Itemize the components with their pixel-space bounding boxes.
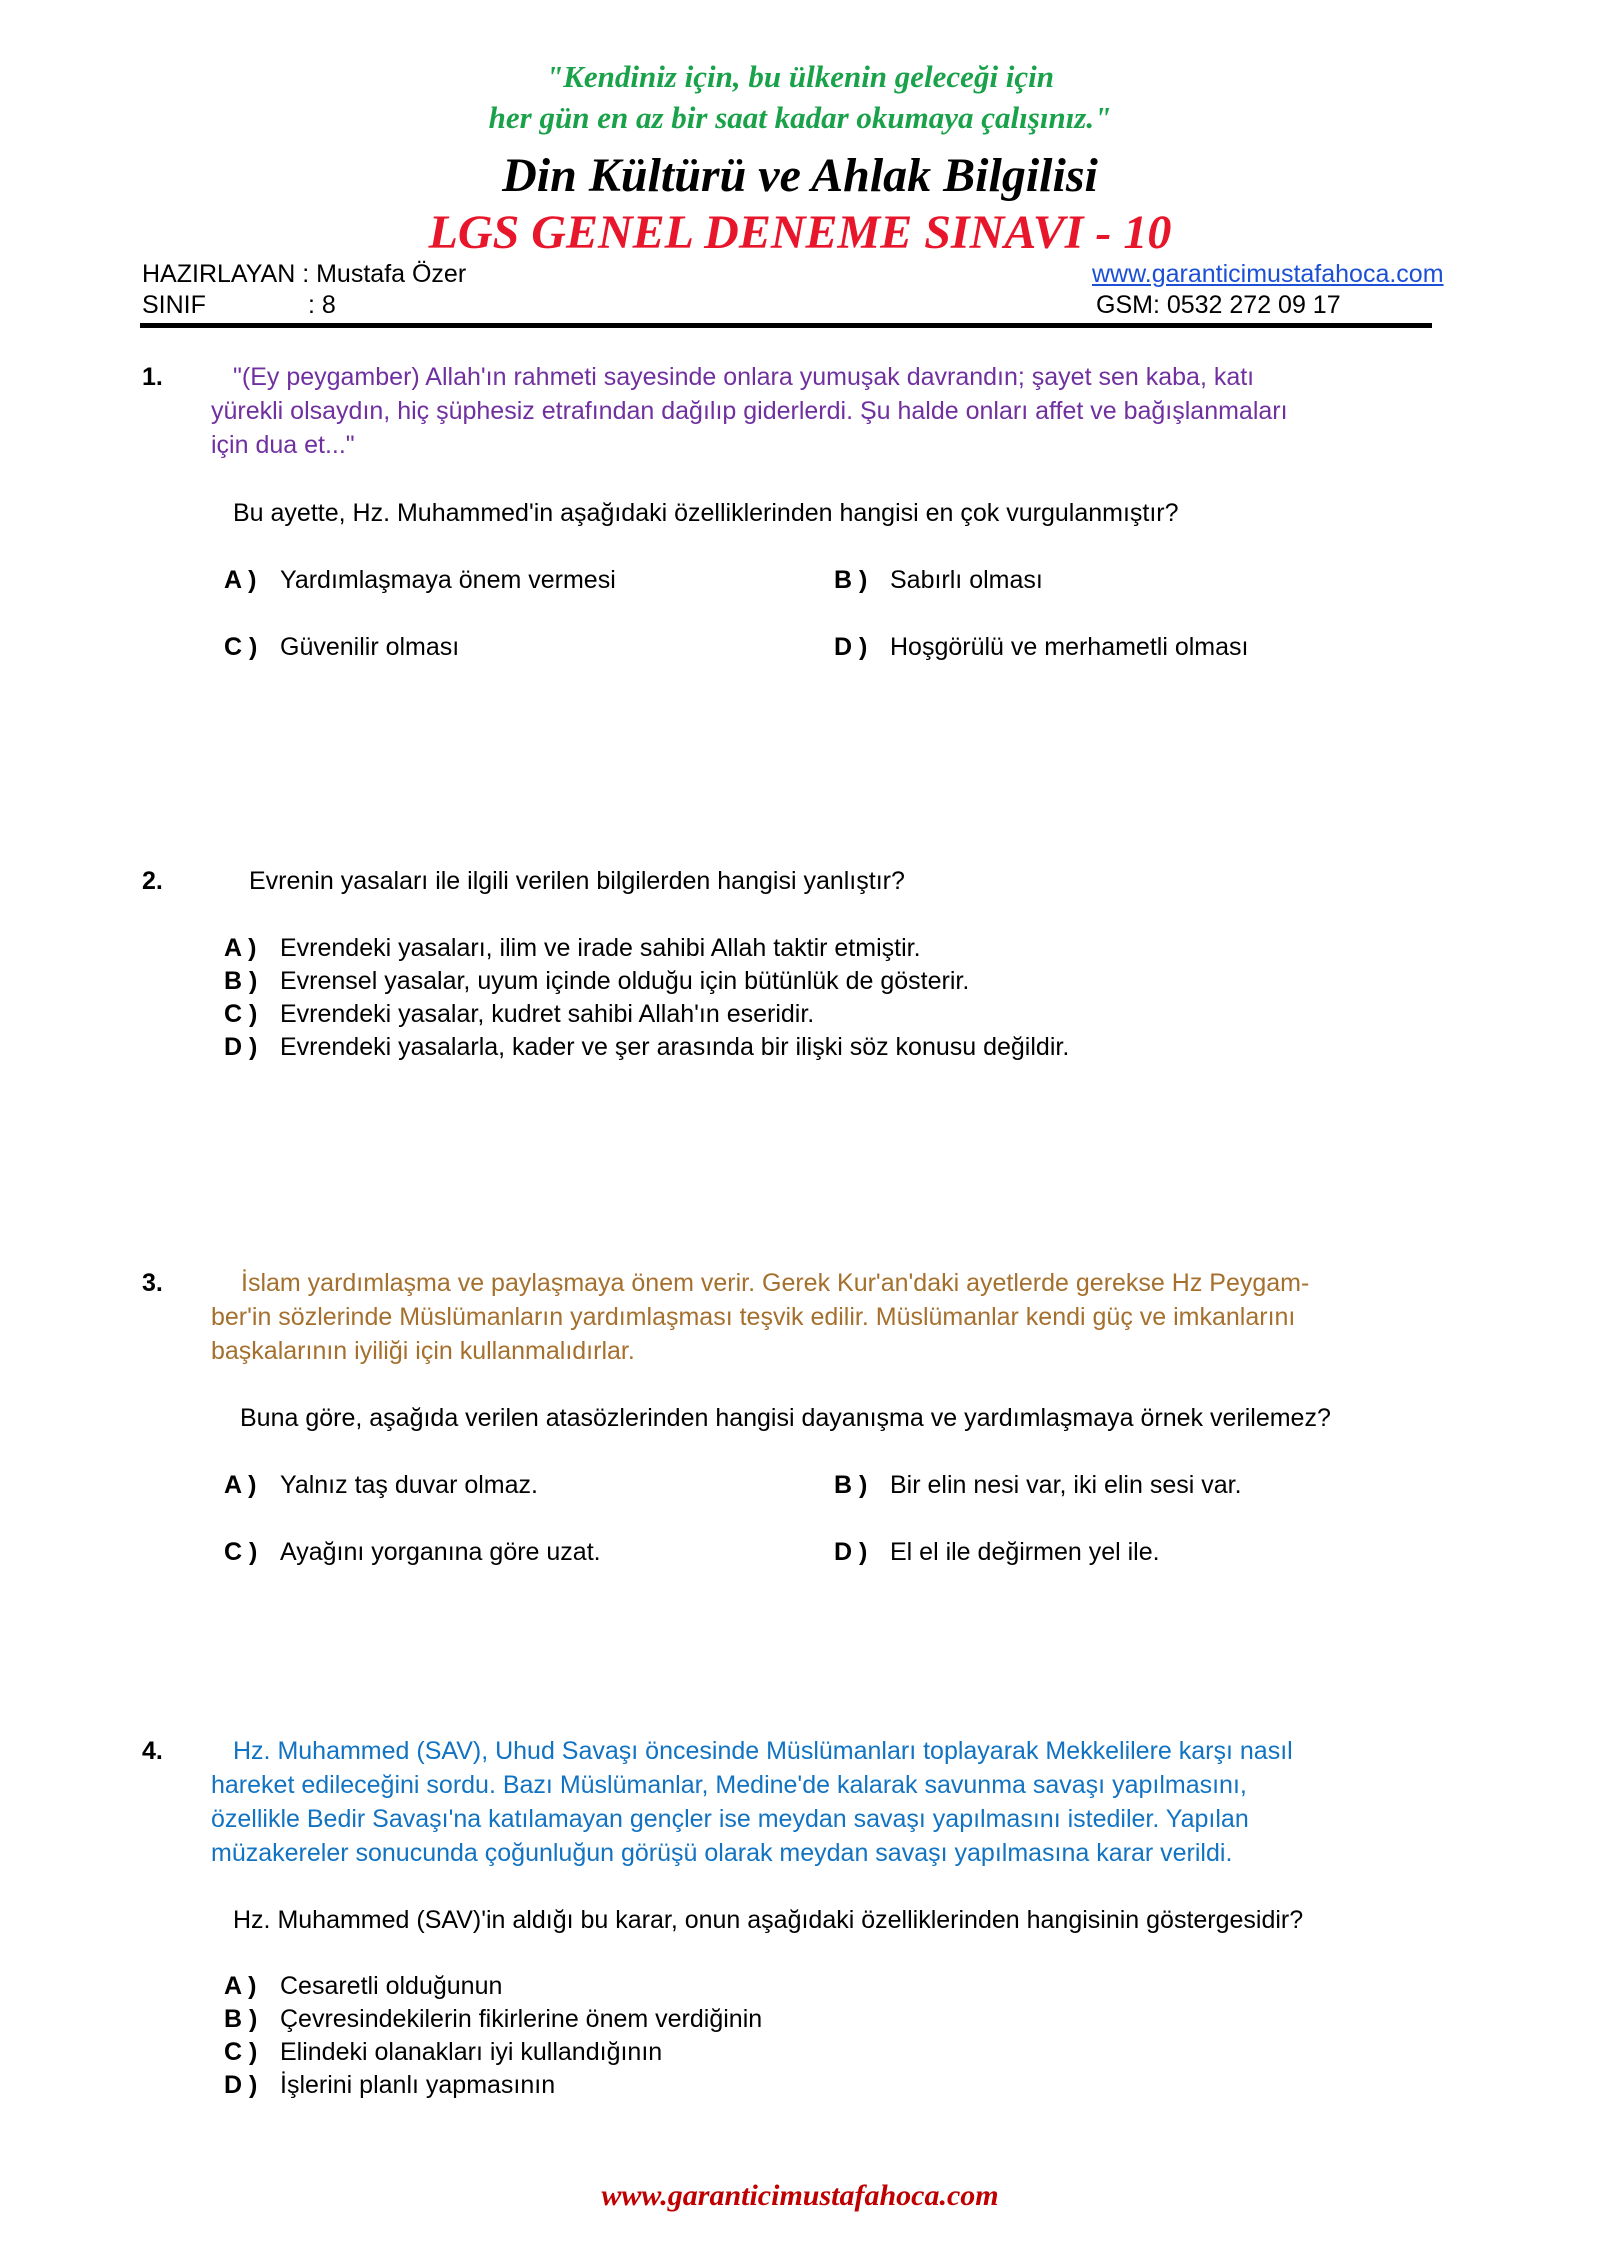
option-text: Evrendeki yasalar, kudret sahibi Allah'ın eseridir.: [280, 1000, 815, 1028]
q1-option-a[interactable]: [224, 563, 616, 597]
question-1-stem: [211, 360, 1411, 462]
option-text: Bir elin nesi var, iki elin sesi var.: [890, 1471, 1242, 1499]
option-letter: B ): [834, 566, 868, 594]
q1-option-b[interactable]: [834, 563, 1043, 597]
option-text: İşlerini planlı yapmasının: [280, 2071, 556, 2099]
stem-line: hareket edileceğini sordu. Bazı Müslümanlar, Medine'de kalarak savunma savaşı yapılmasını,: [211, 1771, 1247, 1799]
stem-line: özellikle Bedir Savaşı'na katılamayan gençler ise meydan savaşı yapılmasını istediler. Yapılan: [211, 1805, 1249, 1833]
stem-line: için dua et...": [211, 431, 355, 459]
question-1-number: 1.: [142, 363, 163, 391]
gsm-number: GSM: 0532 272 09 17: [1096, 291, 1341, 319]
question-1-prompt: Bu ayette, Hz. Muhammed'in aşağıdaki özelliklerinden hangisi en çok vurgulanmıştır?: [233, 499, 1179, 527]
stem-line: Hz. Muhammed (SAV), Uhud Savaşı öncesinde Müslümanları toplayarak Mekkelilere karşı nasıl: [233, 1737, 1293, 1765]
q4-option-a[interactable]: [224, 1969, 502, 2003]
q1-option-c[interactable]: [224, 630, 459, 664]
option-text: Güvenilir olması: [280, 633, 460, 661]
q4-option-c[interactable]: [224, 2035, 662, 2069]
option-text: Ayağını yorganına göre uzat.: [280, 1538, 601, 1566]
q4-option-b[interactable]: [224, 2002, 762, 2036]
option-letter: D ): [834, 1538, 868, 1566]
subject-title: Din Kültürü ve Ahlak Bilgilisi: [502, 149, 1098, 202]
option-text: Sabırlı olması: [890, 566, 1043, 594]
q4-option-d[interactable]: [224, 2068, 555, 2102]
stem-line: müzakereler sonucunda çoğunluğun görüşü olarak meydan savaşı yapılmasına karar verildi.: [211, 1839, 1233, 1867]
option-letter: A ): [224, 1471, 257, 1499]
q3-option-b[interactable]: [834, 1468, 1242, 1502]
option-text: Evrensel yasalar, uyum içinde olduğu için bütünlük de gösterir.: [280, 967, 970, 995]
exam-title: LGS GENEL DENEME SINAVI - 10: [428, 206, 1172, 259]
option-text: Evrendeki yasaları, ilim ve irade sahibi Allah taktir etmiştir.: [280, 934, 921, 962]
question-2-number: 2.: [142, 867, 163, 895]
q1-option-d[interactable]: [834, 630, 1248, 664]
stem-line: ber'in sözlerinde Müslümanların yardımlaşması teşvik edilir. Müslümanlar kendi güç ve imkanlarını: [211, 1303, 1296, 1331]
class-value: : 8: [308, 291, 336, 319]
motto-line-1: "Kendiniz için, bu ülkenin geleceği için: [545, 59, 1055, 94]
website-link[interactable]: www.garanticimustafahoca.com: [1092, 260, 1444, 288]
question-3-number: 3.: [142, 1269, 163, 1297]
stem-line: "(Ey peygamber) Allah'ın rahmeti sayesinde onlara yumuşak davrandın; şayet sen kaba, katı: [233, 363, 1255, 391]
option-letter: A ): [224, 934, 257, 962]
option-letter: B ): [224, 967, 258, 995]
stem-line: İslam yardımlaşma ve paylaşmaya önem verir. Gerek Kur'an'daki ayetlerde gerekse Hz Peygam-: [241, 1269, 1310, 1297]
option-text: Hoşgörülü ve merhametli olması: [890, 633, 1249, 661]
option-letter: A ): [224, 1972, 257, 2000]
footer-website[interactable]: www.garanticimustafahoca.com: [601, 2179, 999, 2212]
question-2-prompt: Evrenin yasaları ile ilgili verilen bilgilerden hangisi yanlıştır?: [249, 867, 905, 895]
option-text: Cesaretli olduğunun: [280, 1972, 503, 2000]
option-text: Çevresindekilerin fikirlerine önem verdiğinin: [280, 2005, 763, 2033]
option-letter: D ): [834, 633, 868, 661]
option-text: Yardımlaşmaya önem vermesi: [280, 566, 616, 594]
option-letter: B ): [224, 2005, 258, 2033]
question-3-stem: [211, 1266, 1411, 1368]
website-link-wrapper: [1092, 259, 1444, 289]
class-label: SINIF: [142, 291, 206, 319]
stem-line: yürekli olsaydın, hiç şüphesiz etrafından dağılıp giderlerdi. Şu halde onları affet ve bağışlanmaları: [211, 397, 1288, 425]
header-divider: [140, 323, 1432, 328]
option-text: Yalnız taş duvar olmaz.: [280, 1471, 538, 1499]
prepared-by: HAZIRLAYAN : Mustafa Özer: [142, 260, 467, 288]
question-4-number: 4.: [142, 1737, 163, 1765]
q3-option-a[interactable]: [224, 1468, 538, 1502]
option-text: Evrendeki yasalarla, kader ve şer arasında bir ilişki söz konusu değildir.: [280, 1033, 1070, 1061]
option-letter: C ): [224, 633, 258, 661]
option-letter: C ): [224, 1538, 258, 1566]
q3-option-c[interactable]: [224, 1535, 601, 1569]
option-letter: D ): [224, 1033, 258, 1061]
option-letter: B ): [834, 1471, 868, 1499]
option-letter: C ): [224, 1000, 258, 1028]
option-letter: A ): [224, 566, 257, 594]
option-letter: D ): [224, 2071, 258, 2099]
q2-option-d[interactable]: [224, 1030, 1069, 1064]
option-letter: C ): [224, 2038, 258, 2066]
q3-option-d[interactable]: [834, 1535, 1160, 1569]
motto-line-2: her gün en az bir saat kadar okumaya çalışınız.": [488, 100, 1112, 135]
question-4-prompt: Hz. Muhammed (SAV)'in aldığı bu karar, onun aşağıdaki özelliklerinden hangisinin göstergesidir?: [233, 1906, 1304, 1934]
question-3-prompt: Buna göre, aşağıda verilen atasözlerinden hangisi dayanışma ve yardımlaşmaya örnek verilemez?: [240, 1404, 1331, 1432]
q2-option-c[interactable]: [224, 997, 814, 1031]
option-text: Elindeki olanakları iyi kullandığının: [280, 2038, 663, 2066]
stem-line: başkalarının iyiliği için kullanmalıdırlar.: [211, 1337, 635, 1365]
q2-option-b[interactable]: [224, 964, 969, 998]
q2-option-a[interactable]: [224, 931, 921, 965]
option-text: El el ile değirmen yel ile.: [890, 1538, 1160, 1566]
question-4-stem: [211, 1734, 1411, 1870]
